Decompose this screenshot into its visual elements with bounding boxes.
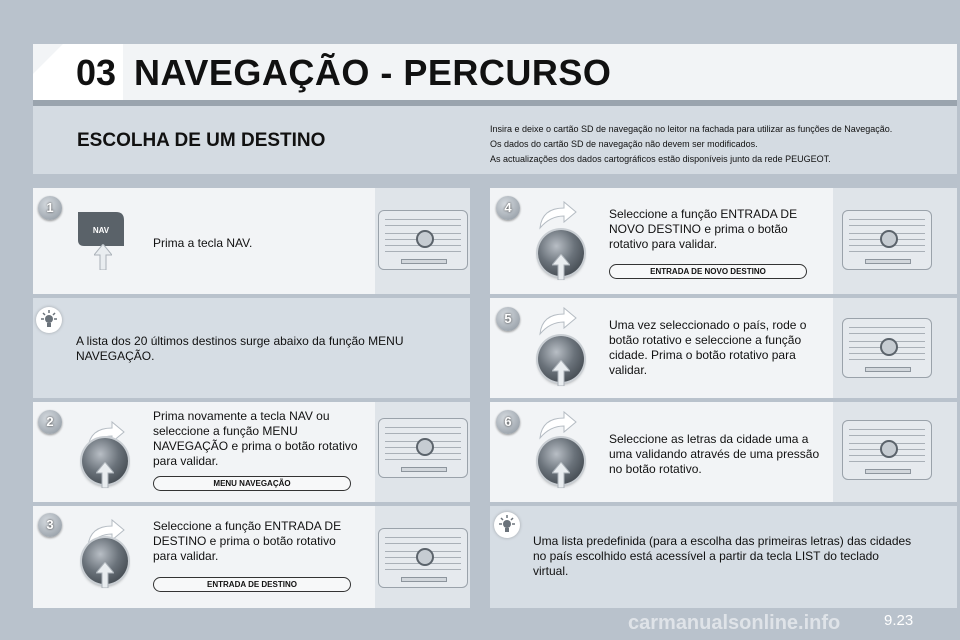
step-badge-5: 5 xyxy=(496,307,520,331)
step-badge-3: 3 xyxy=(38,513,62,537)
push-arrow-icon xyxy=(552,254,570,280)
step-badge-4: 4 xyxy=(496,196,520,220)
push-arrow-icon xyxy=(552,462,570,488)
menu-pill: MENU NAVEGAÇÃO xyxy=(153,476,351,491)
step-text-1: Prima a tecla NAV. xyxy=(153,236,253,250)
step-text-2: Prima novamente a tecla NAV ou seleccione a função MENU NAVEGAÇÃO e prima o botão rotativo para validar. xyxy=(153,409,358,468)
intro-line: As actualizações dos dados cartográficos estão disponíveis junto da rede PEUGEOT. xyxy=(490,154,831,164)
chapter-number: 03 xyxy=(76,52,117,93)
lightbulb-icon xyxy=(36,307,62,333)
nav-key-icon xyxy=(78,212,124,246)
tip-text-2: Uma lista predefinida (para a escolha das primeiras letras) das cidades no país escolhido está acessível a partir da tecla LIST do teclado virtual. xyxy=(533,534,912,578)
turn-arrow-icon xyxy=(538,200,578,230)
page-title: NAVEGAÇÃO - PERCURSO xyxy=(134,52,612,93)
page-number: 9.23 xyxy=(884,612,914,629)
step-badge-1: 1 xyxy=(38,196,62,220)
step-text-6: Seleccione as letras da cidade uma a uma validando através de uma pressão no botão rotativo. xyxy=(609,432,820,476)
intro-text xyxy=(490,122,930,167)
tip-text-1: A lista dos 20 últimos destinos surge abaixo da função MENU NAVEGAÇÃO. xyxy=(76,334,404,363)
step-badge-6: 6 xyxy=(496,410,520,434)
radio-unit-icon xyxy=(842,318,932,378)
radio-unit-icon xyxy=(842,420,932,480)
section-title: ESCOLHA DE UM DESTINO xyxy=(77,130,326,151)
radio-unit-icon xyxy=(378,210,468,270)
push-arrow-icon xyxy=(552,360,570,386)
turn-arrow-icon xyxy=(538,410,578,440)
intro-line: Os dados do cartão SD de navegação não devem ser modificados. xyxy=(490,139,758,149)
nav-key-label: NAV xyxy=(92,226,110,235)
menu-pill: ENTRADA DE DESTINO xyxy=(153,577,351,592)
turn-arrow-icon xyxy=(538,306,578,336)
watermark: carmanualsonline.info xyxy=(628,612,841,634)
radio-unit-icon xyxy=(378,418,468,478)
step-text-5: Uma vez seleccionado o país, rode o botão rotativo e seleccione a função cidade. Prima o botão rotativo para validar. xyxy=(609,318,807,377)
step-text-3: Seleccione a função ENTRADA DE DESTINO e prima o botão rotativo para validar. xyxy=(153,519,342,563)
intro-line: Insira e deixe o cartão SD de navegação no leitor na fachada para utilizar as funções de Navegação. xyxy=(490,124,893,134)
menu-pill: ENTRADA DE NOVO DESTINO xyxy=(609,264,807,279)
step-text-4: Seleccione a função ENTRADA DE NOVO DESTINO e prima o botão rotativo para validar. xyxy=(609,207,798,251)
push-arrow-icon xyxy=(96,562,114,588)
radio-unit-icon xyxy=(378,528,468,588)
push-arrow-icon xyxy=(96,462,114,488)
push-arrow-icon xyxy=(94,244,112,270)
lightbulb-icon xyxy=(494,512,520,538)
radio-unit-icon xyxy=(842,210,932,270)
step-badge-2: 2 xyxy=(38,410,62,434)
